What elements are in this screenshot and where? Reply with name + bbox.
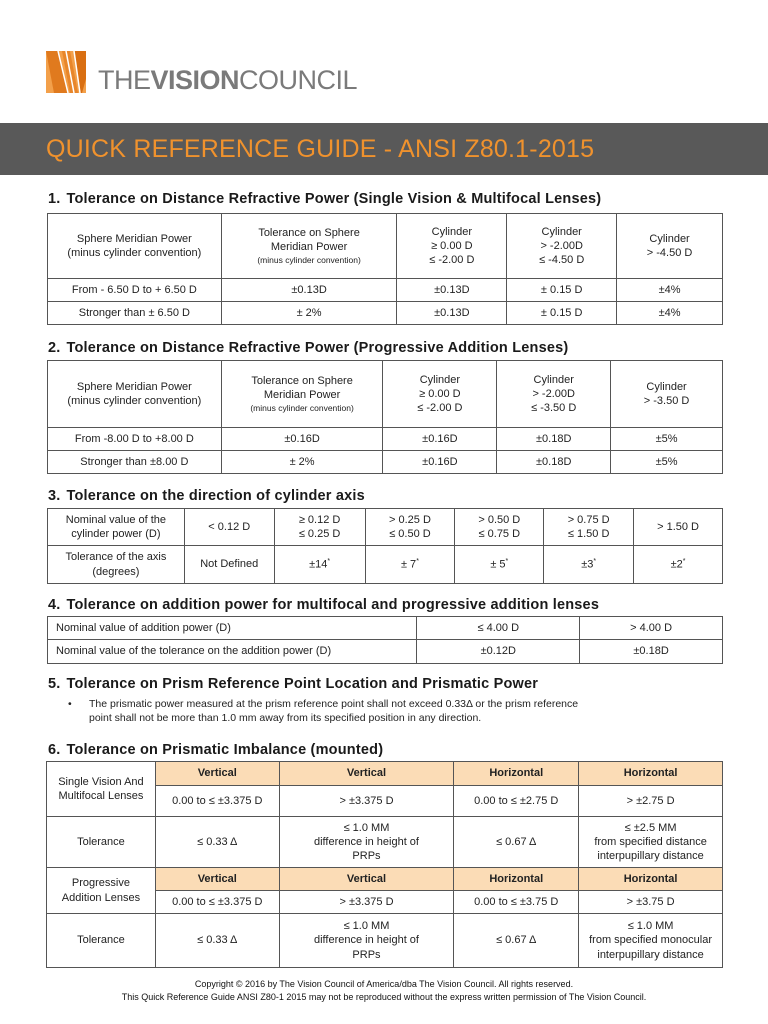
- section-4-heading: [48, 597, 599, 613]
- table-cell: From - 6.50 D to + 6.50 D: [48, 279, 222, 302]
- table-cell: [365, 546, 455, 584]
- table-cell: [274, 509, 365, 546]
- table-cell: ±0.18D: [497, 451, 611, 474]
- table-cell: 0.00 to ≤ ±3.375 D: [155, 786, 279, 817]
- table-header-row: [47, 762, 723, 786]
- cell-line: interpupillary distance: [597, 948, 704, 961]
- table-row: [48, 279, 723, 302]
- cell-line: Meridian Power: [270, 241, 348, 254]
- table-cell: [544, 546, 634, 584]
- cell-line: Addition Lenses: [61, 891, 141, 904]
- table-cell: ±4%: [617, 302, 723, 325]
- cell-line: ≤ -2.00 D: [417, 402, 463, 415]
- table-cell: ±4%: [617, 279, 723, 302]
- logo-mark-icon: [44, 49, 88, 95]
- table-cell: ± 2%: [221, 451, 383, 474]
- cell-line: Cylinder: [431, 225, 473, 238]
- table-cell: [579, 817, 723, 868]
- cell-line: > 0.25 D: [389, 513, 431, 526]
- cell-line: Multifocal Lenses: [58, 790, 144, 802]
- vision-council-logo: [44, 48, 357, 96]
- cell-line: ≤ ±2.5 MM: [624, 821, 677, 834]
- section-number: 2.: [48, 340, 61, 356]
- cell-line: Nominal value of the: [65, 513, 167, 526]
- table-distance-power-pal: [47, 360, 723, 474]
- page-title: QUICK REFERENCE GUIDE - ANSI Z80.1-2015: [46, 134, 595, 163]
- cell-line: (degrees): [92, 565, 140, 578]
- table-cell: 0.00 to ≤ ±3.375 D: [155, 891, 279, 914]
- table-cell: < 0.12 D: [184, 509, 274, 546]
- section-number: 3.: [48, 488, 61, 504]
- section-number: 1.: [48, 191, 61, 207]
- org-name: [98, 64, 358, 95]
- cell-line: Tolerance on Sphere: [258, 227, 360, 240]
- table-row: [48, 640, 723, 664]
- cell-line: ≤ 1.0 MM: [627, 920, 674, 933]
- org-name-bold: VISION: [150, 64, 240, 95]
- cell-line: Tolerance on Sphere: [251, 375, 353, 388]
- cell-line: ≤ 1.0 MM: [343, 821, 390, 834]
- cell-line: Cylinder: [646, 380, 687, 393]
- cell-line: (minus cylinder convention): [67, 247, 202, 259]
- table-distance-power-sv: [47, 213, 723, 325]
- cell-line: ≥ 0.00 D: [419, 387, 461, 400]
- cell-line: difference in height of: [314, 934, 419, 947]
- table-cell: ≤ 4.00 D: [417, 617, 580, 640]
- bullet-mark: •: [68, 698, 72, 710]
- axis-tolerance: ±3: [581, 558, 594, 571]
- table-cell: > ±3.375 D: [279, 786, 454, 817]
- cell-line: (minus cylinder convention): [67, 395, 202, 407]
- row-header-cell: [48, 509, 185, 546]
- cell-line: ≤ 1.50 D: [567, 528, 610, 540]
- row-header-cell: [47, 868, 156, 914]
- table-cell: ±0.16D: [221, 428, 383, 451]
- section-6-heading: [48, 742, 383, 758]
- cell-line: > 0.75 D: [567, 513, 610, 526]
- cell-line: Sphere Meridian Power: [76, 380, 192, 393]
- table-cell: ≤ 0.67 Δ: [454, 914, 579, 968]
- title-banner: [0, 123, 768, 175]
- cell-line: interpupillary distance: [597, 850, 704, 863]
- table-cell: ± 2%: [221, 302, 397, 325]
- table-cell: [274, 546, 365, 584]
- permission-line: This Quick Reference Guide ANSI Z80-1 2015 may not be reproduced without the express written permission of The Vision Council.: [121, 992, 647, 1002]
- header-cell: Vertical: [155, 762, 279, 786]
- cell-line: ≤ -2.00 D: [429, 254, 475, 267]
- cell-line: (minus cylinder convention): [257, 254, 361, 265]
- cell-line: Cylinder: [419, 373, 461, 386]
- table-cell: ±5%: [611, 451, 723, 474]
- table-cell: [279, 914, 454, 968]
- prism-bullet: [68, 698, 588, 725]
- table-row: [47, 914, 723, 968]
- cell-line: ≥ 0.00 D: [431, 239, 473, 252]
- footnote-mark: *: [416, 558, 419, 566]
- table-cell: Stronger than ± 6.50 D: [48, 302, 222, 325]
- section-number: 4.: [48, 597, 61, 613]
- table-cell: [455, 546, 544, 584]
- cell-line: ≤ 0.75 D: [478, 528, 521, 540]
- copyright-line: Copyright © 2016 by The Vision Council of America/dba The Vision Council. All rights reserved.: [194, 979, 574, 989]
- org-name-part: THE: [98, 64, 151, 95]
- table-cell: > ±3.75 D: [579, 891, 723, 914]
- cell-line: Progressive: [71, 877, 130, 890]
- table-header-row: [48, 361, 723, 428]
- table-cell: ±5%: [611, 428, 723, 451]
- axis-tolerance: ± 7: [400, 558, 417, 571]
- table-cell: > ±3.375 D: [279, 891, 454, 914]
- cell-line: ≤ -4.50 D: [539, 254, 585, 267]
- table-cell: ±0.12D: [417, 640, 580, 664]
- cell-line: Cylinder: [533, 373, 574, 386]
- table-cell: ±0.13D: [397, 302, 507, 325]
- cell-line: ≤ 0.50 D: [389, 528, 431, 540]
- section-title: Tolerance on Prismatic Imbalance (mounted): [66, 742, 384, 758]
- table-cell: [365, 509, 455, 546]
- table-header-row: [48, 214, 723, 279]
- table-cell: Stronger than ±8.00 D: [48, 451, 222, 474]
- cell-line: Sphere Meridian Power: [76, 232, 192, 245]
- section-1-heading: [48, 191, 601, 207]
- table-cell: [455, 509, 544, 546]
- table-cell: ±0.16D: [383, 428, 497, 451]
- section-title: Tolerance on Prism Reference Point Location and Prismatic Power: [66, 676, 539, 692]
- cell-line: > -3.50 D: [643, 395, 690, 407]
- axis-tolerance: ±14: [309, 558, 328, 571]
- cell-line: ≥ 0.12 D: [298, 513, 341, 526]
- footnote-mark: *: [327, 558, 331, 566]
- cell-line: Cylinder: [541, 225, 582, 238]
- table-cell: Not Defined: [184, 546, 274, 584]
- cell-line: Tolerance of the axis: [65, 551, 167, 564]
- header-cell: Horizontal: [454, 762, 579, 786]
- table-cell: ≤ 0.33 Δ: [155, 817, 279, 868]
- header-cell: [397, 214, 507, 279]
- cell-line: cylinder power (D): [71, 528, 161, 540]
- table-header-row: [47, 868, 723, 891]
- row-header-cell: [48, 546, 185, 584]
- cell-line: difference in height of: [314, 835, 419, 848]
- section-number: 5.: [48, 676, 61, 692]
- table-cell: [579, 914, 723, 968]
- header-cell: [48, 361, 222, 428]
- bullet-text: The prismatic power measured at the prism reference point shall not exceed 0.33Δ or the prism reference point shall not be more than 1.0 mm away from its specified position in any direction.: [89, 698, 579, 724]
- header-cell: [497, 361, 611, 428]
- table-cell: ≤ 0.67 Δ: [454, 817, 579, 868]
- table-cell: 0.00 to ≤ ±2.75 D: [454, 786, 579, 817]
- header-cell: Vertical: [279, 868, 454, 891]
- table-cell: ± 0.15 D: [507, 279, 617, 302]
- table-cell: [634, 546, 723, 584]
- cell-line: ≤ -3.50 D: [531, 402, 577, 415]
- footnote-mark: *: [682, 558, 686, 566]
- table-prismatic-imbalance: [46, 761, 723, 968]
- table-row: [48, 428, 723, 451]
- cell-line: ≤ 1.0 MM: [343, 920, 390, 933]
- table-cell: ±0.18D: [497, 428, 611, 451]
- table-cell: [279, 817, 454, 868]
- cell-line: > -4.50 D: [646, 247, 693, 259]
- cell-line: PRPs: [352, 948, 381, 961]
- header-cell: [48, 214, 222, 279]
- table-cell: From -8.00 D to +8.00 D: [48, 428, 222, 451]
- cell-line: > 0.50 D: [478, 513, 521, 526]
- footnote-mark: *: [505, 558, 509, 566]
- table-cell: > 1.50 D: [634, 509, 723, 546]
- cell-line: > -2.00D: [532, 387, 575, 400]
- cell-line: from specified distance: [594, 835, 707, 848]
- table-cell: ±0.13D: [397, 279, 507, 302]
- header-cell: [221, 214, 397, 279]
- table-cell: ± 0.15 D: [507, 302, 617, 325]
- row-header-cell: Tolerance: [47, 817, 156, 868]
- section-5-heading: [48, 676, 538, 692]
- cell-line: Meridian Power: [263, 389, 341, 402]
- section-title: Tolerance on addition power for multifocal and progressive addition lenses: [66, 597, 600, 613]
- row-header-cell: Nominal value of addition power (D): [48, 617, 417, 640]
- section-number: 6.: [48, 742, 61, 758]
- cell-line: ≤ 0.25 D: [298, 528, 341, 540]
- table-row: [48, 302, 723, 325]
- section-title: Tolerance on Distance Refractive Power (Progressive Addition Lenses): [66, 340, 569, 356]
- header-cell: Horizontal: [579, 868, 723, 891]
- section-2-heading: [48, 340, 568, 356]
- table-cell: ±0.16D: [383, 451, 497, 474]
- section-title: Tolerance on the direction of cylinder axis: [66, 488, 365, 504]
- axis-tolerance: ± 5: [490, 558, 506, 571]
- cell-line: PRPs: [352, 850, 381, 863]
- header-cell: [507, 214, 617, 279]
- axis-tolerance: ±2: [670, 558, 683, 571]
- table-row: [48, 617, 723, 640]
- row-header-cell: Tolerance: [47, 914, 156, 968]
- table-row: [47, 817, 723, 868]
- cell-line: > -2.00D: [540, 239, 583, 252]
- header-cell: [221, 361, 383, 428]
- header-cell: [611, 361, 723, 428]
- table-cell: ≤ 0.33 Δ: [155, 914, 279, 968]
- table-row: [48, 546, 723, 584]
- header-cell: Vertical: [279, 762, 454, 786]
- row-header-cell: [47, 762, 156, 817]
- cell-line: Single Vision And: [58, 775, 144, 788]
- table-addition-power: [47, 616, 723, 664]
- table-cell: 0.00 to ≤ ±3.75 D: [454, 891, 579, 914]
- table-cell: > ±2.75 D: [579, 786, 723, 817]
- header-cell: Vertical: [155, 868, 279, 891]
- table-row: [48, 509, 723, 546]
- header-cell: [617, 214, 723, 279]
- footnote-mark: *: [593, 558, 597, 566]
- table-cylinder-axis: [47, 508, 723, 584]
- table-cell: > 4.00 D: [580, 617, 723, 640]
- table-cell: ±0.13D: [221, 279, 397, 302]
- row-header-cell: Nominal value of the tolerance on the addition power (D): [48, 640, 417, 664]
- section-3-heading: [48, 488, 365, 504]
- header-cell: [383, 361, 497, 428]
- table-row: [48, 451, 723, 474]
- org-name-part: COUNCIL: [239, 64, 358, 95]
- cell-line: from specified monocular: [589, 934, 713, 947]
- table-cell: [544, 509, 634, 546]
- header-cell: Horizontal: [579, 762, 723, 786]
- table-cell: ±0.18D: [580, 640, 723, 664]
- header-cell: Horizontal: [454, 868, 579, 891]
- cell-line: Cylinder: [649, 232, 690, 245]
- section-title: Tolerance on Distance Refractive Power (Single Vision & Multifocal Lenses): [66, 191, 602, 207]
- cell-line: (minus cylinder convention): [250, 402, 354, 413]
